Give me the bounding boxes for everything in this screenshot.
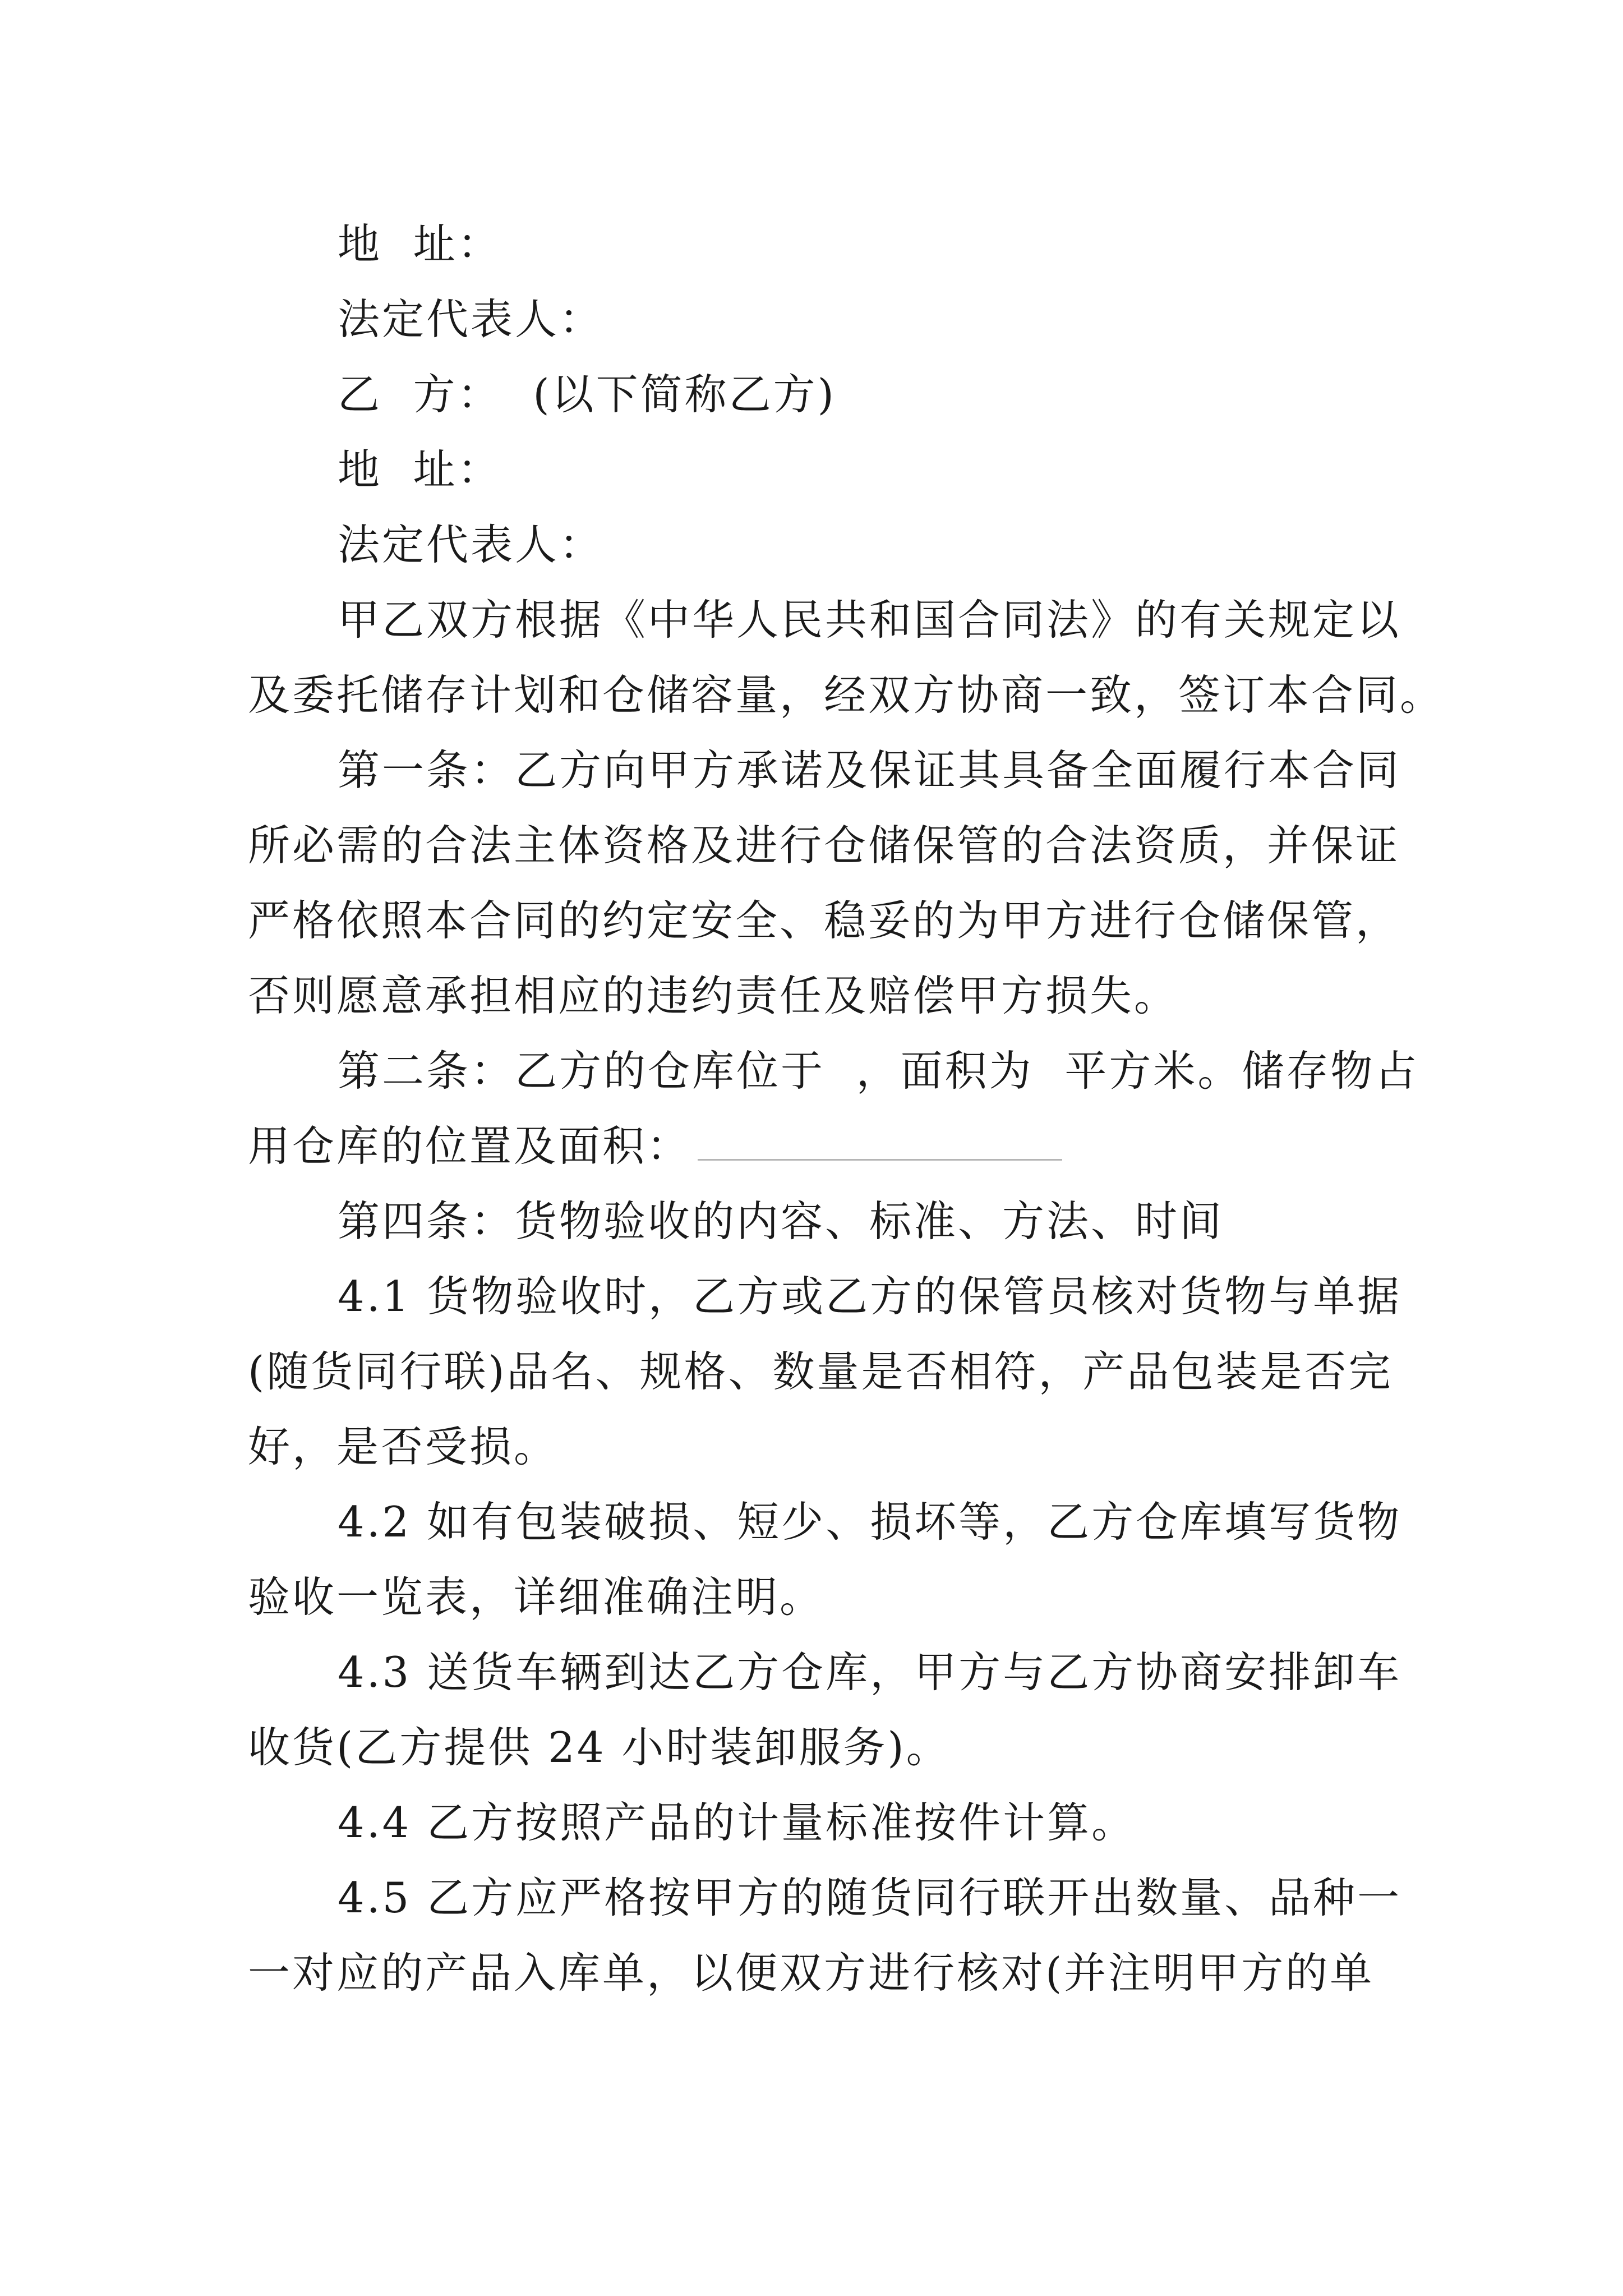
clause-4-2-line-1: 4.2 如有包装破损、短少、损坏等，乙方仓库填写货物 xyxy=(338,1497,1402,1547)
article-1-line-1: 第一条：乙方向甲方承诺及保证其具备全面履行本合同 xyxy=(338,746,1401,795)
article-1-line-4: 否则愿意承担相应的违约责任及赔偿甲方损失。 xyxy=(248,971,1179,1020)
fill-in-blank-underline xyxy=(698,1120,1062,1161)
clause-4-3-line-2: 收货(乙方提供 24 小时装卸服务)。 xyxy=(248,1723,951,1772)
clause-4-5-line-2: 一对应的产品入库单，以便双方进行核对(并注明甲方的单 xyxy=(248,1948,1375,1998)
preamble-line-2: 及委托储存计划和仓储容量，经双方协商一致，签订本合同。 xyxy=(248,670,1445,720)
clause-4-1-line-3: 好，是否受损。 xyxy=(248,1422,559,1471)
clause-4-1-line-2: (随货同行联)品名、规格、数量是否相符，产品包装是否完 xyxy=(248,1347,1393,1396)
article-1-line-3: 严格依照本合同的约定安全、稳妥的为甲方进行仓储保管， xyxy=(248,896,1400,945)
article-2-line-1: 第二条：乙方的仓库位于 ，面积为 平方米。储存物占 xyxy=(338,1046,1419,1096)
article-2-line-2 xyxy=(248,1108,1382,1184)
clause-4-3-line-1: 4.3 送货车辆到达乙方仓库，甲方与乙方协商安排卸车 xyxy=(338,1648,1402,1697)
preamble-line-1: 甲乙双方根据《中华人民共和国合同法》的有关规定以 xyxy=(338,595,1401,645)
article-4-heading: 第四条：货物验收的内容、标准、方法、时间 xyxy=(338,1197,1224,1246)
article-1-line-2: 所必需的合法主体资格及进行仓储保管的合法资质，并保证 xyxy=(248,821,1400,870)
article-2-line-2-text: 用仓库的位置及面积： xyxy=(248,1121,691,1171)
clause-4-1-line-1: 4.1 货物验收时，乙方或乙方的保管员核对货物与单据 xyxy=(338,1272,1402,1321)
clause-4-5-line-1: 4.5 乙方应严格按甲方的随货同行联开出数量、品种一 xyxy=(338,1873,1402,1922)
party-a-address-line: 地 址： xyxy=(338,219,502,269)
clause-4-4-line-1: 4.4 乙方按照产品的计量标准按件计算。 xyxy=(338,1798,1136,1847)
party-a-legal-rep-line: 法定代表人： xyxy=(338,295,604,344)
party-b-address-line: 地 址： xyxy=(338,445,502,494)
contract-body xyxy=(248,206,1445,2010)
clause-4-2-line-2: 验收一览表，详细准确注明。 xyxy=(248,1572,824,1622)
party-b-line: 乙 方： (以下简称乙方) xyxy=(338,370,836,419)
party-b-legal-rep-line: 法定代表人： xyxy=(338,520,604,569)
